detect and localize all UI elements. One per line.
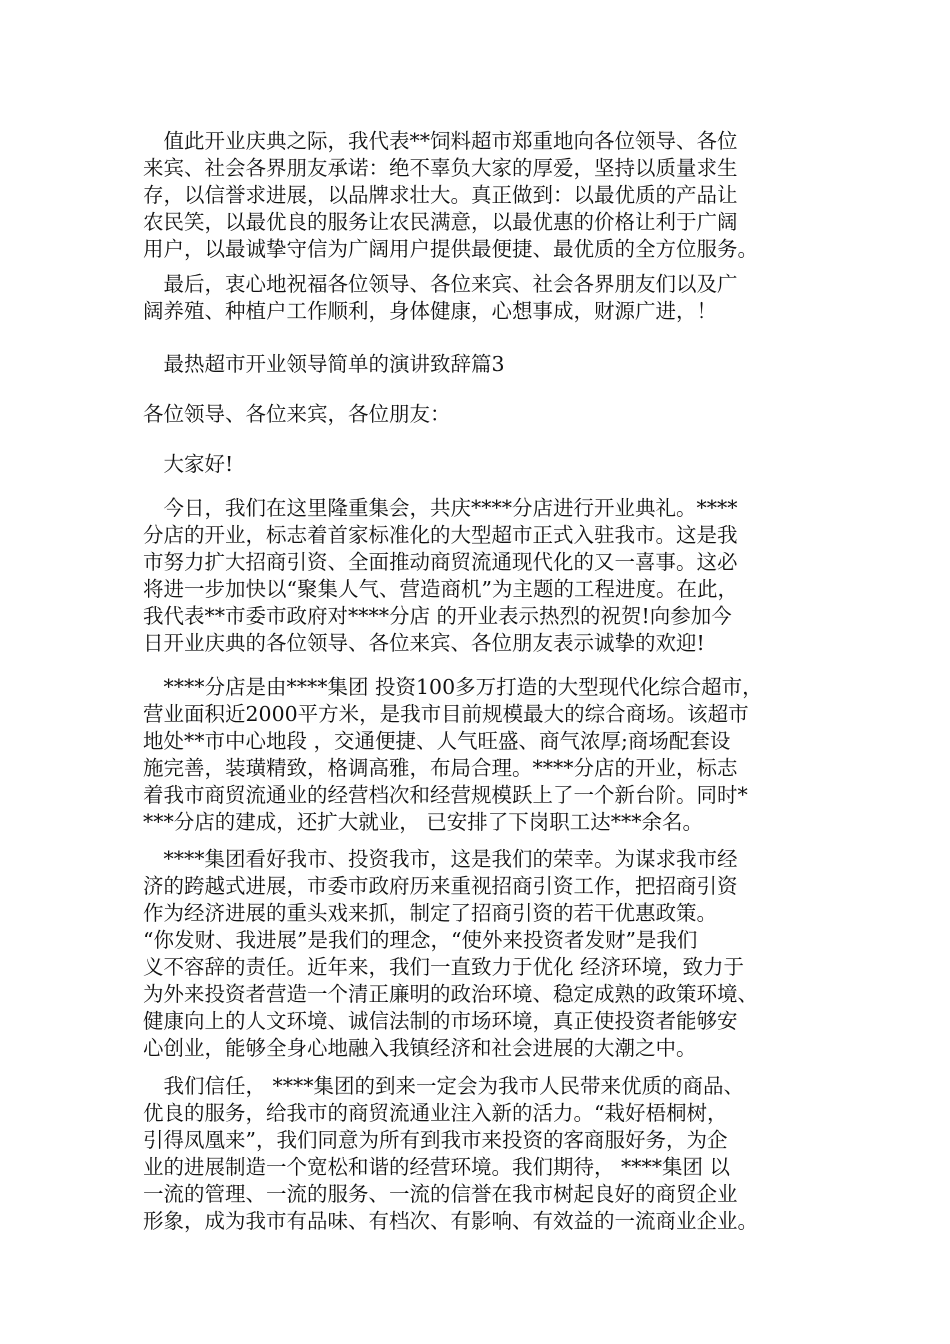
- text-line: ***分店的建成，还扩大就业， 已安排了下岗职工达***余名。: [143, 810, 704, 834]
- text-line: 今日，我们在这里隆重集会，共庆****分店进行开业典礼。****: [143, 496, 738, 520]
- text-line: 施完善，装璜精致，格调高雅，布局合理。****分店的开业，标志: [143, 756, 738, 780]
- paragraph-expectations: [143, 1073, 823, 1235]
- text-line: 存，以信誉求进展，以品牌求壮大。真正做到：以最优质的产品让: [143, 183, 738, 207]
- text-line: 用户，以最诚挚守信为广阔用户提供最便捷、最优质的全方位服务。: [143, 237, 758, 261]
- text-line: 业的进展制造一个宽松和谐的经营环境。我们期待， ****集团 以: [143, 1155, 731, 1179]
- paragraph-commitment: [143, 128, 823, 263]
- paragraph-salutation: [143, 401, 823, 428]
- paragraph-store-description: [143, 674, 823, 836]
- text-line: 最后，衷心地祝福各位领导、各位来宾、社会各界朋友们以及广: [143, 272, 738, 296]
- text-line: 济的跨越式进展，市委市政府历来重视招商引资工作，把招商引资: [143, 874, 738, 898]
- text-line: 地处**市中心地段 ，交通便捷、人气旺盛、商气浓厚;商场配套设: [143, 729, 731, 753]
- text-line: 我代表**市委市政府对****分店 的开业表示热烈的祝贺!向参加今: [143, 604, 732, 628]
- text-line: 引得凤凰来”，我们同意为所有到我市来投资的客商服好务，为企: [143, 1128, 728, 1152]
- text-line: 最热超市开业领导简单的演讲致辞篇3: [143, 352, 505, 376]
- text-line: 我们信任， ****集团的到来一定会为我市人民带来优质的商品、: [143, 1074, 745, 1098]
- paragraph-greeting: [143, 451, 823, 478]
- text-line: 值此开业庆典之际，我代表**饲料超市郑重地向各位领导、各位: [143, 129, 738, 153]
- paragraph-closing-wishes: [143, 271, 823, 325]
- paragraph-investment-policy: [143, 846, 823, 1062]
- text-line: 一流的管理、一流的服务、一流的信誉在我市树起良好的商贸企业: [143, 1182, 738, 1206]
- text-line: 着我市商贸流通业的经营档次和经营规模跃上了一个新台阶。同时*: [143, 783, 748, 807]
- text-line: “你发财、我进展”是我们的理念，“使外来投资者发财”是我们: [143, 928, 698, 952]
- text-line: 形象，成为我市有品味、有档次、有影响、有效益的一流商业企业。: [143, 1209, 758, 1233]
- text-line: 来宾、社会各界朋友承诺：绝不辜负大家的厚爱，坚持以质量求生: [143, 156, 738, 180]
- text-line: ****分店是由****集团 投资100多万打造的大型现代化综合超市，: [143, 675, 763, 699]
- text-line: 大家好!: [143, 452, 234, 476]
- text-line: 营业面积近2000平方米，是我市目前规模最大的综合商场。该超市: [143, 702, 749, 726]
- text-line: 市努力扩大招商引资、全面推动商贸流通现代化的又一喜事。这必: [143, 550, 738, 574]
- text-line: 农民笑，以最优良的服务让农民满意，以最优惠的价格让利于广阔: [143, 210, 738, 234]
- text-line: 日开业庆典的各位领导、各位来宾、各位朋友表示诚挚的欢迎!: [143, 631, 705, 655]
- text-line: 健康向上的人文环境、诚信法制的市场环境，真正使投资者能够安: [143, 1009, 738, 1033]
- paragraph-opening-ceremony: [143, 495, 823, 657]
- text-line: 作为经济进展的重头戏来抓，制定了招商引资的若干优惠政策。: [143, 901, 717, 925]
- text-line: 义不容辞的责任。近年来，我们一直致力于优化 经济环境，致力于: [143, 955, 745, 979]
- text-line: 将进一步加快以“聚集人气、营造商机”为主题的工程进度。在此，: [143, 577, 738, 601]
- text-line: 优良的服务，给我市的商贸流通业注入新的活力。“栽好梧桐树，: [143, 1101, 728, 1125]
- text-line: 心创业，能够全身心地融入我镇经济和社会进展的大潮之中。: [143, 1036, 697, 1060]
- text-line: 为外来投资者营造一个清正廉明的政治环境、稳定成熟的政策环境、: [143, 982, 758, 1006]
- text-line: ****集团看好我市、投资我市，这是我们的荣幸。为谋求我市经: [143, 847, 738, 871]
- section-heading: [143, 351, 823, 378]
- text-line: 阔养殖、种植户工作顺利，身体健康，心想事成，财源广进，！: [143, 299, 717, 323]
- text-line: 分店的开业，标志着首家标准化的大型超市正式入驻我市。这是我: [143, 523, 738, 547]
- text-line: 各位领导、各位来宾，各位朋友：: [143, 402, 451, 426]
